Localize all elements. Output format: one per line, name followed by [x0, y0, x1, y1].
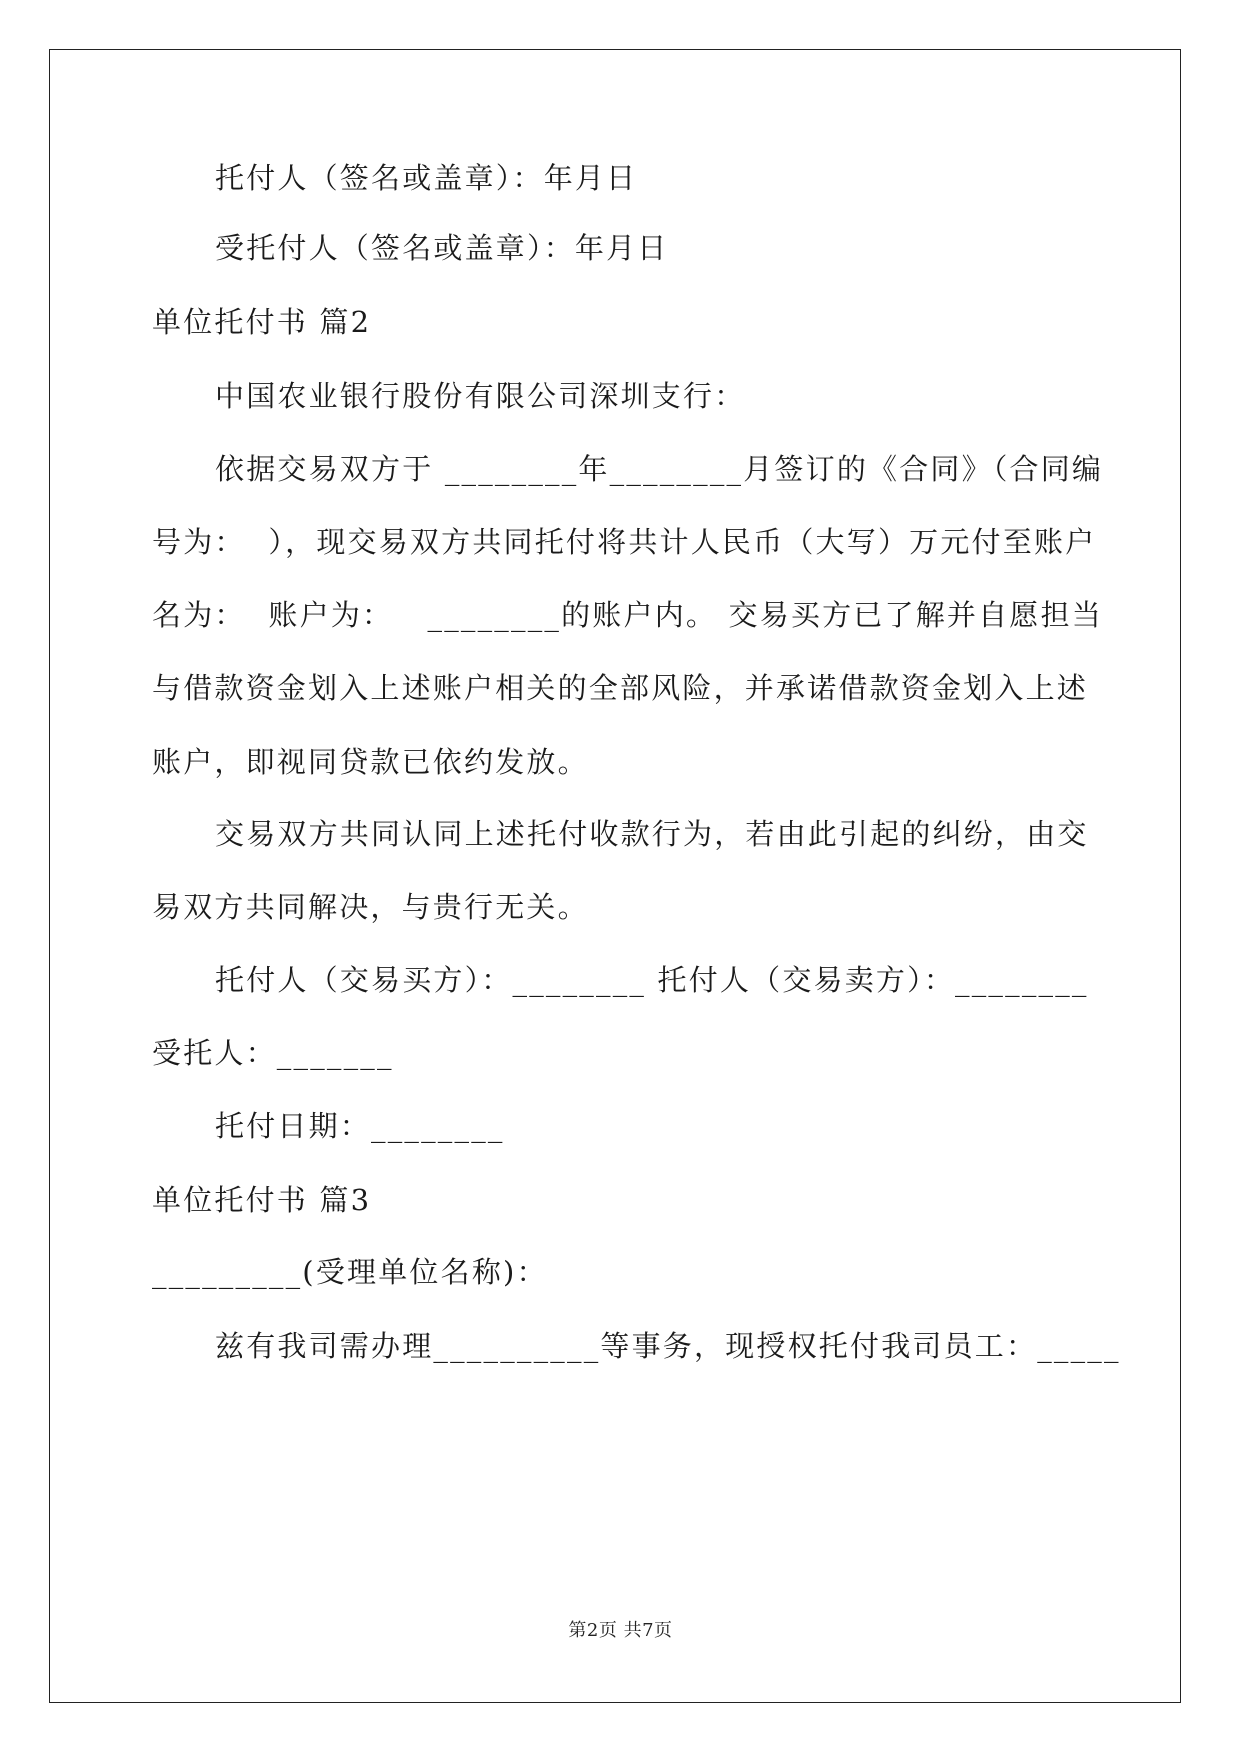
signature-line-trustee-2: 受托人：_______: [152, 1036, 394, 1070]
page-border: [49, 49, 1181, 1703]
paragraph-line: 与借款资金划入上述账户相关的全部风险，并承诺借款资金划入上述: [152, 671, 1089, 705]
signature-line-trustee: 受托付人（签名或盖章）：年月日: [215, 231, 669, 265]
date-line: 托付日期：________: [215, 1109, 505, 1143]
paragraph-line: 依据交易双方于 ________年________月签订的《合同》（合同编: [215, 452, 1104, 486]
paragraph-line: 账户，即视同贷款已依约发放。: [152, 745, 589, 779]
addressee-line-blank: _________(受理单位名称)：: [152, 1255, 548, 1289]
paragraph-line: 交易双方共同认同上述托付收款行为，若由此引起的纠纷，由交: [215, 817, 1089, 851]
paragraph-line: 号为： ），现交易双方共同托付将共计人民币（大写）万元付至账户: [152, 525, 1097, 559]
signature-line-parties: 托付人（交易买方）：________ 托付人（交易卖方）：________: [215, 963, 1089, 997]
paragraph-line: 兹有我司需办理__________等事务，现授权托付我司员工：_____: [215, 1329, 1121, 1363]
paragraph-line: 易双方共同解决，与贵行无关。: [152, 890, 589, 924]
section-heading-2: 单位托付书 篇2: [152, 305, 372, 339]
paragraph-line: 名为： 账户为： ________的账户内。 交易买方已了解并自愿担当: [152, 598, 1103, 632]
page-number-footer: 第2页 共7页: [568, 1620, 673, 1641]
addressee-line: 中国农业银行股份有限公司深圳支行：: [215, 379, 746, 413]
signature-line-entrustor: 托付人（签名或盖章）：年月日: [215, 161, 638, 195]
section-heading-3: 单位托付书 篇3: [152, 1183, 372, 1217]
